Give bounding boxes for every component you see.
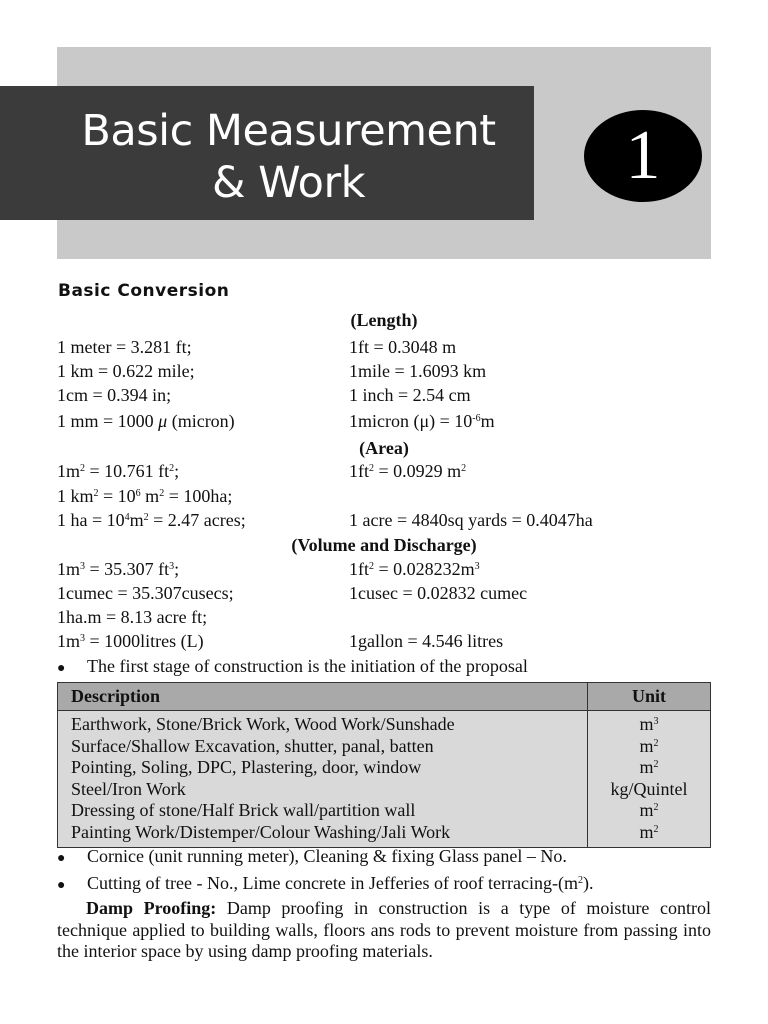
bullet-icon: ● [57, 851, 66, 866]
volume-row-2-right: 1cusec = 0.02832 cumec [349, 583, 528, 603]
table-row [58, 822, 711, 848]
length-row-3-right: 1 inch = 2.54 cm [349, 385, 471, 405]
table-row [58, 800, 711, 822]
length-row-4-left: 1 mm = 1000 μ (micron) [57, 411, 235, 431]
table-cell-description: Pointing, Soling, DPC, Plastering, door, window [58, 757, 588, 779]
table-row [58, 711, 711, 736]
table-header-description: Description [58, 683, 588, 711]
chapter-title-line-1: Basic Measurement [81, 106, 496, 156]
chapter-title-line-2: & Work [211, 158, 366, 208]
bullet-item-1: ● The first stage of construction is the initiation of the proposal [57, 656, 528, 676]
area-row-1-left: $1m^2 = 10.761$ $ft^2$; [57, 461, 180, 481]
length-row-4-right: 1micron $(\mu) = 10^{-6}m$ [349, 411, 495, 431]
table-cell-description: Painting Work/Distemper/Colour Washing/Jali Work [58, 822, 588, 848]
table-row [58, 736, 711, 758]
bullet-item-2: ● Cornice (unit running meter), Cleaning & fixing Glass panel – No. [57, 846, 567, 866]
length-row-2-right: 1mile = 1.6093 km [349, 361, 487, 381]
volume-row-1-right: $1ft^2 = 0.028232m^3$ [349, 559, 480, 579]
bullet-item-3: ● Cutting of tree - No., Lime concrete in Jefferies of roof terracing-$(m^2)$. [57, 873, 594, 893]
area-row-3-left: 1 ha = $10^4m^2 = 2.47$ acres; [57, 510, 246, 530]
volume-row-2-left: 1cumec = 35.307cusecs; [57, 583, 234, 603]
unit-table [57, 682, 711, 848]
volume-row-4-right: 1gallon = 4.546 litres [349, 631, 504, 651]
volume-row-4-left: $1m^3$ = 1000litres (L) [57, 631, 204, 651]
table-cell-unit: $m^2$ [588, 757, 711, 779]
length-heading: (Length) [350, 310, 418, 330]
table-cell-unit: kg/Quintel [588, 779, 711, 801]
chapter-title [0, 86, 534, 220]
bullet-icon: ● [57, 661, 66, 676]
length-row-1-right: 1ft = 0.3048 m [349, 337, 457, 357]
table-cell-description: Surface/Shallow Excavation, shutter, panal, batten [58, 736, 588, 758]
area-row-2-left: 1 $km^2 = 10^6$ $m^2 = 100ha$; [57, 486, 233, 506]
table-header-unit: Unit [588, 683, 711, 711]
volume-row-1-left: $1m^3 = 35.307$ $ft^3$; [57, 559, 180, 579]
area-row-3-right: 1 acre = 4840sq yards = 0.4047ha [349, 510, 593, 530]
table-cell-unit: $m^2$ [588, 800, 711, 822]
table-row [58, 757, 711, 779]
table-cell-unit: $m^3$ [588, 711, 711, 736]
length-row-2-left: 1 km = 0.622 mile; [57, 361, 195, 381]
bullet-icon: ● [57, 878, 66, 893]
volume-heading: (Volume and Discharge) [291, 535, 477, 555]
table-header-row [58, 683, 711, 711]
area-heading: (Area) [359, 438, 409, 458]
section-heading: Basic Conversion [58, 281, 230, 301]
table-cell-description: Steel/Iron Work [58, 779, 588, 801]
damp-proofing-text: Damp proofing in construction is a type of moisture control technique applied to building walls, floors ans rods to prevent moisture from passing into the interior space by using damp proofing materials. [57, 898, 711, 961]
area-row-1-right: $1ft^2 = 0.0929$ $m^2$ [349, 461, 467, 481]
length-row-1-left: 1 meter = 3.281 ft; [57, 337, 192, 357]
damp-proofing-paragraph [57, 898, 711, 963]
length-row-3-left: 1cm = 0.394 in; [57, 385, 172, 405]
chapter-number-badge: 1 [584, 110, 702, 202]
table-cell-description: Earthwork, Stone/Brick Work, Wood Work/Sunshade [58, 711, 588, 736]
table-row [58, 779, 711, 801]
table-cell-description: Dressing of stone/Half Brick wall/partition wall [58, 800, 588, 822]
table-cell-unit: $m^2$ [588, 736, 711, 758]
table-cell-unit: $m^2$ [588, 822, 711, 848]
damp-proofing-label: Damp Proofing: [86, 898, 217, 918]
volume-row-3-left: 1ha.m = 8.13 acre ft; [57, 607, 208, 627]
